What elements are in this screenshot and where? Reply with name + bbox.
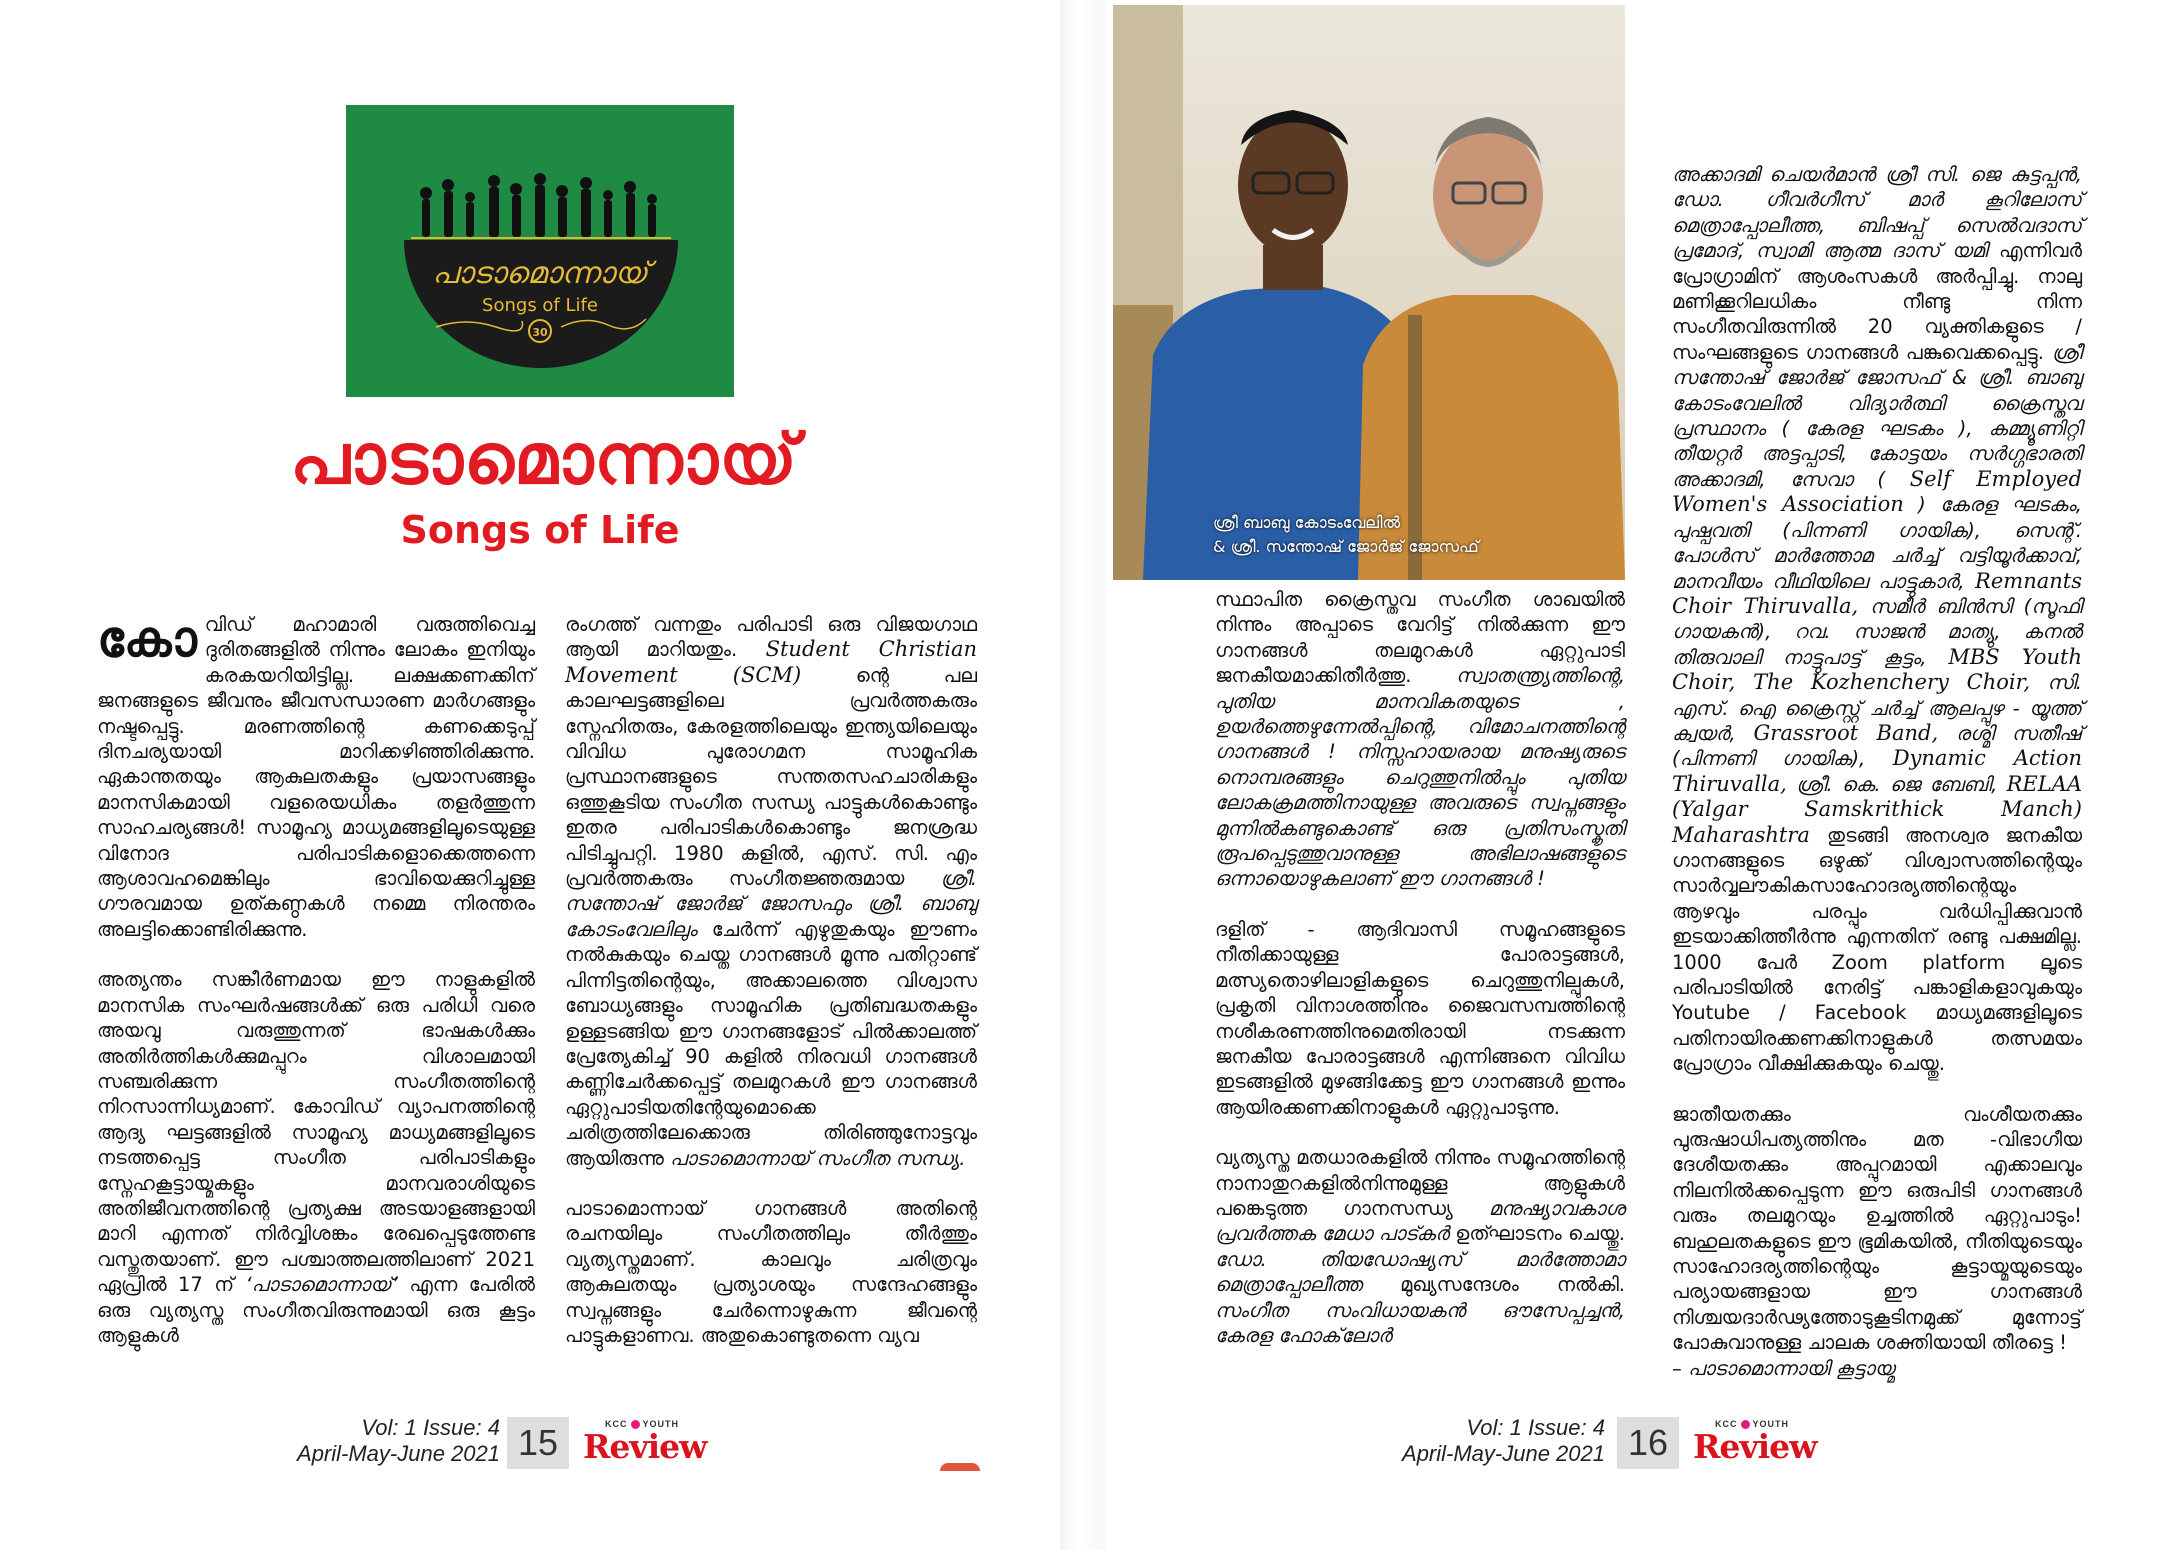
text-run-italic: സമീർ ബിൻസി (സൂഫി ഗായകൻ), റവ. സാജൻ മാത്യു, കനൽ തിരുവാലി നാട്ടുപാട്ട് കൂട്ടം, [1672,594,2082,669]
page-gutter [1060,0,1105,1550]
brand-youth: YOUTH [642,1419,679,1429]
text-run: ന്റെ പല കാലഘട്ടങ്ങളിലെ പ്രവർത്തകരും സ്നേഹിതരും, കേരളത്തിലെയും ഇന്ത്യയിലെയും വിവിധ പുരോഗമന സാമൂഹിക പ്രസ്ഥാനങ്ങളുടെ സന്തതസഹചാരികളും ഒത്തുകൂടിയ സംഗീത സന്ധ്യ പാട്ടുകൾകൊണ്ടും ഇതര പരിപാടികൾകൊണ്ടും ജനശ്രദ്ധ പിടിച്ചുപറ്റി. 1980 കളിൽ, എസ്. സി. എം പ്രവർത്തകരും സംഗീതജ്ഞരുമായ [565,663,977,891]
caption-line: ശ്രീ ബാബു കോടംവേലിൽ [1213,513,1401,532]
text-run-italic: രശ്മി സതീഷ് (പിന്നണി ഗായിക), [1672,721,2083,771]
text-run-english: Remnants Choir Thiruvalla, [1672,568,2082,618]
text-run-italic: ‘പാടാമൊന്നായ്’ [245,1273,398,1297]
footer-date: April-May-June 2021 [1402,1441,1605,1466]
left-page [0,0,1060,1550]
text-run: ദളിത് - ആദിവാസി സമൂഹങ്ങളുടെ നീതിക്കായുള്ള പോരാട്ടങ്ങൾ, മത്സ്യതൊഴിലാളികളുടെ ചെറുത്തുനില്പുകൾ, പ്രകൃതി വിനാശത്തിനും ജൈവസമ്പത്തിന്റെ നശീകരണത്തിനുമെതിരായി നടക്കുന്ന ജനകീയ പോരാട്ടങ്ങൾ എന്നിങ്ങനെ വിവിധ ഇടങ്ങളിൽ മുഴങ്ങിക്കേട്ട ഈ ഗാനങ്ങൾ ഇന്നും ആയിരക്കണക്കിനാളുകൾ ഏറ്റുപാടുന്നു. [1215,917,1625,1119]
footer-date: April-May-June 2021 [297,1441,500,1466]
text-run-english: Zoom platform [1831,950,2006,974]
text-run: അത്യന്തം സങ്കീർണമായ ഈ നാളുകളിൽ മാനസിക സംഘർഷങ്ങൾക്ക് ഒരു പരിധി വരെ അയവു വരുത്തുന്നത് ഭാഷകൾക്കും അതിർത്തികൾക്കുമപ്പുറം വിശാലമായി സഞ്ചരിക്കുന്ന സംഗീതത്തിന്റെ നിറസാന്നിധ്യമാണ്. കോവിഡ് വ്യാപനത്തിന്റെ ആദ്യ ഘട്ടങ്ങളിൽ സാമൂഹ്യ മാധ്യമങ്ങളിലൂടെ നടത്തപ്പെട്ട സംഗീത പരിപാടികളും സ്നേഹകൂട്ടായ്മകളും മാനവരാശിയുടെ അതിജീവനത്തിന്റെ പ്രത്യക്ഷ അടയാളങ്ങളായി മാറി എന്നത് നിർവ്വിശങ്കം രേഖപ്പെടുത്തേണ്ട വസ്തുതയാണ്. ഈ പശ്ചാത്തലത്തിലാണ് 2021 ഏപ്രിൽ 17 ന് [97,968,535,1297]
portrait-photo [1113,5,1625,580]
photo-caption [1213,511,1613,559]
text-run: എന്നിവർ പ്രോഗ്രാമിന് ആശംസകൾ അർപ്പിച്ചു. നാലു മണിക്കൂറിലധികം നീണ്ടു നിന്ന സംഗീതവിരുന്നിൽ 20 വ്യക്തികളുടെ / സംഘങ്ങളുടെ ഗാനങ്ങൾ പങ്കുവെക്കപ്പെട്ടു. [1672,239,2082,364]
text-run-italic: അക്കാദമി ചെയർമാൻ ശ്രീ സി. ജെ കുട്ടപ്പൻ, ഡോ. ഗീവർഗീസ് മാർ കൂറിലോസ് മെത്രാപ്പോലീത്ത, ബിഷപ്പ് സെൽവദാസ് പ്രമോദ്, സ്വാമി ആത്മ ദാസ് യമി [1672,163,2082,263]
right-column-2 [1672,162,2082,1406]
text-run-italic: സി. എസ്. ഐ ക്രൈസ്റ്റ് ചർച്ച് ആലപ്പുഴ - യൂത്ത് ക്വയർ, [1672,671,2082,745]
kcc-youth-review-logo [583,1417,713,1469]
text-run: പാടാമൊന്നായ് ഗാനങ്ങൾ അതിന്റെ രചനയിലും സംഗീതത്തിലും തീർത്തും വ്യത്യസ്തമാണ്. കാലവും ചരിത്രവും ആകുലതയും പ്രത്യാശയും സന്ദേഹങ്ങളും സ്വപ്നങ്ങളും ചേർന്നൊഴുകുന്ന ജീവന്റെ പാട്ടുകളാണവ. അതുകൊണ്ടുതന്നെ വ്യവ [565,1196,977,1347]
text-run-english: Dynamic Action Thiruvalla, [1672,746,2083,796]
text-run: രംഗത്ത് വന്നതും പരിപാടി ഒരു വിജയഗാഥ ആയി മാറിയതും. [565,613,977,662]
footer-volume: Vol: 1 Issue: 4 [1466,1415,1605,1440]
text-run: മുഖ്യസന്ദേശം നൽകി. [1400,1273,1625,1297]
kcc-youth-review-logo [1693,1417,1823,1469]
logo-english-text: Songs of Life [482,295,598,316]
text-run: എന്ന പേരിൽ ഒരു വ്യത്യസ്ത സംഗീതവിരുന്നുമായി ഒരു കൂട്ടം ആളുകൾ [97,1273,535,1347]
text-run: വ്യത്യസ്ത മതധാരകളിൽ നിന്നും സമൂഹത്തിന്റെ നാനാതുറകളിൽനിന്നുമുള്ള ആളുകൾ പങ്കെടുത്ത ഗാനസന്ധ്യ [1215,1146,1625,1220]
paragraph [1215,917,1625,1120]
text-run: തുടങ്ങി അനശ്വര ജനകീയ ഗാനങ്ങളുടെ ഒഴുക്ക് വിശ്വാസത്തിന്റെയും സാർവ്വലൗകികസാഹോദര്യത്തിന്റെയും ആഴവും പരപ്പും വർധിപ്പിക്കുവാൻ ഇടയാക്കിത്തീർന്നു എന്നതിന് രണ്ടു പക്ഷമില്ല. 1000 പേർ [1672,823,2082,974]
text-run-english: Self Employed Women's Association [1672,466,2083,517]
text-run-italic: ശ്രീ. കെ. ജെ ബേബി, [1796,772,1998,796]
paragraph [97,612,535,942]
text-run: ഉത്ഘാടനം ചെയ്തു. [1455,1222,1625,1246]
paragraph [1215,1145,1625,1348]
logo-badge: 30 [532,326,548,339]
brand-name: Review [1693,1427,1817,1466]
brand-kcc: KCC [1715,1419,1738,1429]
text-run-italic: ) കേരള ഘടകം, പുഷ്പവതി (പിന്നണി ഗായിക), സെന്റ്. പോൾസ് മാർത്തോമ ചർച്ച് വട്ടിയൂർക്കാവ്, മാനവീയം വീഥിയിലെ പാട്ടുകാർ, [1672,493,2083,593]
brand-name: Review [583,1427,707,1466]
logo-artwork [346,105,734,397]
article-title: പാടാമൊന്നായ് [290,418,798,500]
songs-of-life-logo [346,105,734,397]
brand-kcc: KCC [605,1419,628,1429]
text-run-english: RELAA (Yalgar Samskrithick Manch) Maharashtra [1672,771,2082,847]
text-run: സ്ഥാപിത ക്രൈസ്തവ സംഗീത ശാഖയിൽ നിന്നും അപ്പാടെ വേറിട്ട് നിൽക്കുന്ന ഈ ഗാനങ്ങൾ തലമുറകൾ ഏറ്റുപാടി ജനകീയമാക്കിതീർത്തു. [1215,588,1625,688]
caption-line: & ശ്രീ. സന്തോഷ് ജോർജ് ജോസഫ് [1213,537,1479,556]
paragraph [565,612,977,1171]
text-run-italic: ശ്രീ. സന്തോഷ് ജോർജ് ജോസഫും ശ്രീ. ബാബു കോടംവേലിലും [565,867,977,941]
page-corner-mark [940,1463,980,1471]
footer-issue-info [260,1415,500,1467]
text-run: ലൂടെ പരിപാടിയിൽ നേരിട്ട് പങ്കാളികളാവുകയും [1672,950,2082,999]
text-run-italic: മനുഷ്യാവകാശ പ്രവർത്തക മേധാ പാട്കർ [1215,1196,1625,1246]
text-run-english: Grassroot Band, [1753,720,1939,745]
text-run: വിഡ് മഹാമാരി വരുത്തിവെച്ച ദുരിതങ്ങളിൽ നിന്നും ലോകം ഇനിയും കരകയറിയിട്ടില്ല. ലക്ഷക്കണക്കിന് ജനങ്ങളുടെ ജീവനും ജീവസന്ധാരണ മാർഗങ്ങളും നഷ്ടപ്പെട്ടു. മരണത്തിന്റെ കണക്കെടുപ്പ് ദിനചര്യയായി മാറിക്കഴിഞ്ഞിരിക്കുന്നു. ഏകാന്തതയും ആകുലതകളും പ്രയാസങ്ങളും മാനസികമായി വളരെയധികം തളർത്തുന്ന സാഹചര്യങ്ങൾ! സാമൂഹ്യ മാധ്യമങ്ങളിലൂടെയുള്ള വിനോദ പരിപാടികളൊക്കെത്തന്നെ ആശാവഹമെങ്കിലും ഭാവിയെക്കുറിച്ചുള്ള ഗൗരവമായ ഉത്കണ്ഠകൾ നമ്മെ നിരന്തരം അലട്ടിക്കൊണ്ടിരിക്കുന്നു. [97,613,535,941]
text-run: ചേർന്ന് എഴുതുകയും ഈണം നൽകുകയും ചെയ്ത ഗാനങ്ങൾ മൂന്നു പതിറ്റാണ്ട് പിന്നിട്ടതിന്റെയും, അക്കാലത്തെ വിശ്വാസ ബോധ്യങ്ങളും സാമൂഹിക പ്രതിബദ്ധതകളും ഉള്ളടങ്ങിയ ഈ ഗാനങ്ങളോട് പിൽക്കാലത്ത് പ്രേത്യേകിച്ച് 90 കളിൽ നിരവധി ഗാനങ്ങൾ കണ്ണിചേർക്കപ്പെട്ട് തലമുറകൾ ഈ ഗാനങ്ങൾ ഏറ്റുപാടിയതിന്റേയുമൊക്കെ ചരിത്രത്തിലേക്കൊരു തിരിഞ്ഞുനോട്ടവും ആയിരുന്നു [565,917,977,1170]
article-subtitle: Songs of Life [400,508,680,552]
signature: – പാടാമൊന്നായി കൂട്ടായ്മ [1672,1356,1895,1380]
paragraph [565,1196,977,1348]
text-run-english: MBS Youth Choir, The Kozhenchery Choir, [1672,644,2082,695]
paragraph [1672,162,2082,1077]
page-number: 15 [507,1417,569,1469]
paragraph [1215,587,1625,892]
text-run-english: Student Christian Movement (SCM) [565,637,978,687]
footer-volume: Vol: 1 Issue: 4 [361,1415,500,1440]
text-run-italic: ശ്രീ സന്തോഷ് ജോർജ് ജോസഫ് & ശ്രീ. ബാബു കോടംവേലിൽ വിദ്യാർത്ഥി ക്രൈസ്തവ പ്രസ്ഥാനം ( കേരള ഘടകം ), കമ്മ്യൂണിറ്റി തീയറ്റർ അട്ടപ്പാടി, കോട്ടയം സർഗ്ഗഭാരതി അക്കാദമി, സേവാ ( [1672,340,2083,491]
left-column-2 [565,612,977,1373]
brand-youth: YOUTH [1752,1419,1789,1429]
text-run-italic: പാടാമൊന്നായ് സംഗീത സന്ധ്യ. [670,1146,966,1170]
logo-script-text: പാടാമൊന്നായ് [432,256,648,291]
text-run-italic: സ്വാതന്ത്ര്യത്തിന്റെ, പുതിയ മാനവികതയുടെ , ഉയർത്തെഴുന്നേൽപ്പിന്റെ, വിമോചനത്തിന്റെ ഗാനങ്ങൾ ! നിസ്സഹായരായ മനുഷ്യരുടെ നൊമ്പരങ്ങളും ചെറുത്തുനിൽപ്പും പുതിയ ലോകക്രമത്തിനായുള്ള അവരുടെ സ്വപ്നങ്ങളും മുന്നിൽകണ്ടുകൊണ്ട് ഒരു പ്രതിസംസ്കൃതി രൂപപ്പെടുത്തുവാനുള്ള അഭിലാഷങ്ങളുടെ ഒന്നായൊഴുകലാണ് ഈ ഗാനങ്ങൾ ! [1215,664,1625,891]
right-column-1 [1215,587,1625,1373]
footer-issue-info [1365,1415,1605,1467]
text-run: മാധ്യമങ്ങളിലൂടെ പതിനായിരക്കണക്കിനാളുകൾ തത്സമയം പ്രോഗ്രാം വീക്ഷിക്കുകയും ചെയ്തു. [1672,1001,2082,1076]
page-number: 16 [1617,1417,1679,1469]
left-column-1 [97,612,535,1373]
drop-cap: കോ [97,610,197,668]
paragraph [97,967,535,1348]
text-run-italic: ഡോ. തിയഡോഷ്യസ് മാർത്തോമാ മെത്രാപ്പോലീത്ത [1215,1247,1625,1297]
text-run-english: Youtube / Facebook [1672,1001,1907,1025]
text-run: ജാതീയതക്കും വംശീയതക്കും പുരുഷാധിപത്യത്തിനും മത -വിഭാഗീയ ദേശീയതക്കും അപ്പുറമായി എക്കാലവും നിലനിൽക്കപ്പെടുന്ന ഈ ഒരുപിടി ഗാനങ്ങൾ വരും തലമുറയും ഉച്ചത്തിൽ ഏറ്റുപാടും! ബഹുലതകളുടെ ഈ ഭൂമികയിൽ, നീതിയുടെയും സാഹോദര്യത്തിന്റെയും കൂട്ടായ്മയുടെയും പര്യായങ്ങളായ ഈ ഗാനങ്ങൾ നിശ്ചയദാർഢ്യത്തോടുകൂടിനമുക്ക് മുന്നോട്ട് പോകുവാനുള്ള ചാലക ശക്തിയായി തീരട്ടെ ! [1672,1102,2082,1355]
text-run-italic: സംഗീത സംവിധായകൻ ഔസേപ്പച്ചൻ, കേരള ഫോക്‌ലോർ [1215,1298,1625,1347]
photo-artwork [1113,5,1625,580]
paragraph [1672,1102,2082,1381]
